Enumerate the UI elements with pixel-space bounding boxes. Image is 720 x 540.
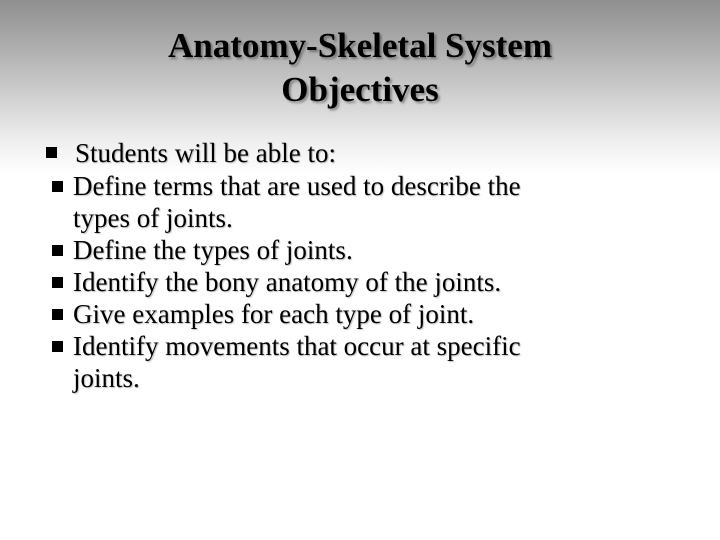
sub-bullet-text-line-1: Identify the bony anatomy of the joints. [73,267,502,297]
sub-bullet-text-line-2: joints. [73,363,140,393]
sub-bullet-text-line-1: Define the types of joints. [73,235,353,265]
slide-title [0,24,720,112]
square-bullet-icon [52,277,63,288]
sub-bullet-item [50,234,666,266]
square-bullet-icon [52,309,63,320]
sub-bullet-text-line-1: Define terms that are used to describe the [73,171,521,201]
square-bullet-icon [52,341,63,352]
square-bullet-icon [46,147,57,158]
sub-bullet-text-line-2: types of joints. [73,203,233,233]
slide-body [46,137,666,394]
bullet-text: Students will be able to: [75,138,336,168]
sub-bullet-item [50,330,666,394]
sub-bullet-item [50,266,666,298]
slide-title-line-1: Anatomy-Skeletal System [168,26,552,65]
sub-bullet-text-line-1: Identify movements that occur at specific [73,331,521,361]
square-bullet-icon [52,181,63,192]
square-bullet-icon [52,245,63,256]
sub-bullet-list [50,170,666,394]
sub-bullet-item [50,298,666,330]
sub-bullet-item [50,170,666,234]
bullet-item-main [46,137,666,170]
sub-bullet-text-line-1: Give examples for each type of joint. [73,299,475,329]
slide-title-line-2: Objectives [281,70,439,109]
